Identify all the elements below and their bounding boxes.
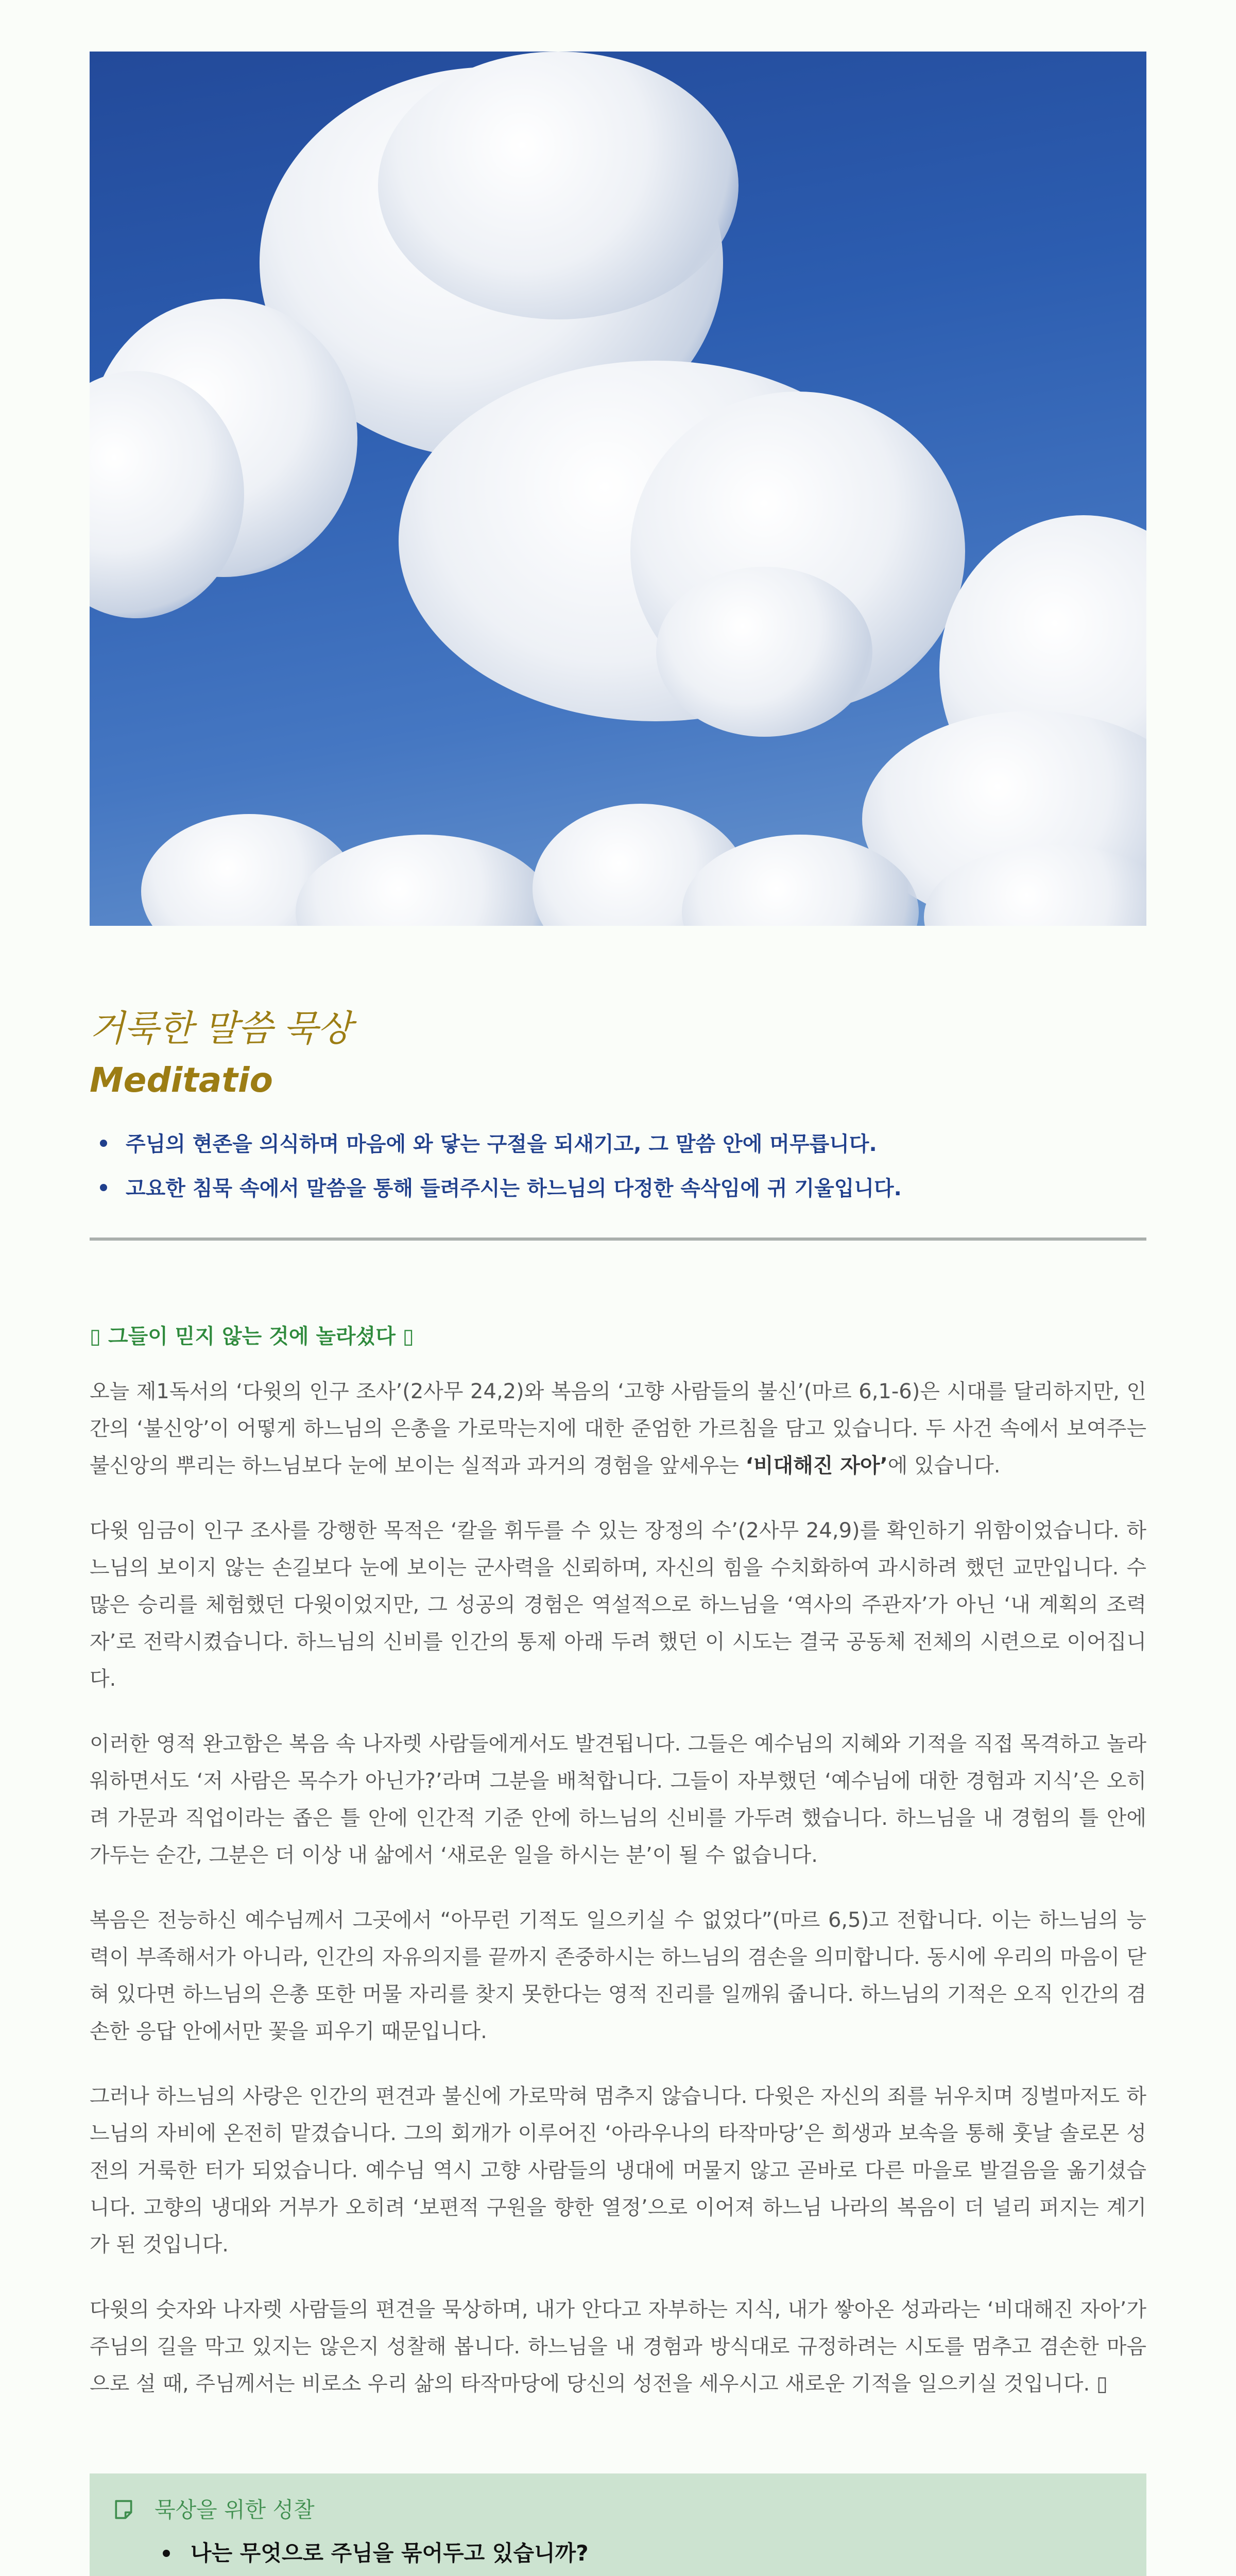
paragraph: 다윗 임금이 인구 조사를 강행한 목적은 ‘칼을 휘두를 수 있는 장정의 수’(2사무 24,9)를 확인하기 위함이었습니다. 하느님의 보이지 않는 손길보다 눈에 보이는 군사력을 신뢰하며, 자신의 힘을 수치화하여 과시하려 했던 교만입니다. 수많은 승리를 체험했던 다윗이었지만, 그 성공의 경험은 역설적으로 하느님을 ‘역사의 주관자’가 아닌 ‘내 계획의 조력자’로 전락시켰습니다. 하느님의 신비를 인간의 통제 아래 두려 했던 이 시도는 결국 공동체 전체의 시련으로 이어집니다. [90,1519,1146,1691]
article-body [90,1373,1146,2430]
guide-item: 주님의 현존을 의식하며 마음에 와 닿는 구절을 되새기고, 그 말씀 안에 머무릅니다. [126,1122,1145,1166]
paragraph: 오늘 제1독서의 ‘다윗의 인구 조사’(2사무 24,2)와 복음의 ‘고향 사람들의 불신’(마르 6,1-6)은 시대를 달리하지만, 인간의 ‘불신앙’이 어떻게 하느님의 은총을 가로막는지에 대한 준엄한 가르침을 담고 있습니다. 두 사건 속에서 보여주는 불신앙의 뿌리는 하느님보다 눈에 보이는 실적과 과거의 경험을 앞세우는 ‘비대해진 자아’에 있습니다. [90,1380,1146,1478]
guide-item: 고요한 침묵 속에서 말씀을 통해 들려주시는 하느님의 다정한 속삭임에 귀 기울입니다. [126,1166,1145,1211]
reflection-title: 묵상을 위한 성찰 [154,2497,315,2522]
reflection-item: 나는 무엇으로 주님을 묶어두고 있습니까? [191,2531,589,2575]
title-english: Meditatio [90,1060,273,1100]
reflection-box [90,2473,1146,2576]
section-heading: ▯ 그들이 믿지 않는 것에 놀라셨다 ▯ [90,1325,414,1348]
divider [90,1238,1146,1241]
guide-list [90,1122,1145,1211]
paragraph: 이러한 영적 완고함은 복음 속 나자렛 사람들에게서도 발견됩니다. 그들은 예수님의 지혜와 기적을 직접 목격하고 놀라워하면서도 ‘저 사람은 목수가 아닌가?’라며 그분을 배척합니다. 그들이 자부했던 ‘예수님에 대한 경험과 지식’은 오히려 가문과 직업이라는 좁은 틀 안에 인간적 기준 안에 하느님의 신비를 가두려 했습니다. 하느님을 내 경험의 틀 안에 가두는 순간, 그분은 더 이상 내 삶에서 ‘새로운 일을 하시는 분’이 될 수 없습니다. [90,1732,1146,1867]
note-icon [112,2498,135,2521]
paragraph: 복음은 전능하신 예수님께서 그곳에서 “아무런 기적도 일으키실 수 없었다”(마르 6,5)고 전합니다. 이는 하느님의 능력이 부족해서가 아니라, 인간의 자유의지를 끝까지 존중하시는 하느님의 겸손을 의미합니다. 동시에 우리의 마음이 닫혀 있다면 하느님의 은총 또한 머물 자리를 찾지 못한다는 영적 진리를 일깨워 줍니다. 하느님의 기적은 오직 인간의 겸손한 응답 안에서만 꽃을 피우기 때문입니다. [90,1908,1146,2043]
emphasis: ‘비대해진 자아’ [745,1454,888,1478]
paragraph: 다윗의 숫자와 나자렛 사람들의 편견을 묵상하며, 내가 안다고 자부하는 지식, 내가 쌓아온 성과라는 ‘비대해진 자아’가 주님의 길을 막고 있지는 않은지 성찰해 봅니다. 하느님을 내 경험과 방식대로 규정하려는 시도를 멈추고 겸손한 마음으로 설 때, 주님께서는 비로소 우리 삶의 타작마당에 당신의 성전을 세우시고 새로운 기적을 일으키실 것입니다. ▯ [90,2298,1146,2396]
reflection-list [191,2531,589,2576]
paragraph: 그러나 하느님의 사랑은 인간의 편견과 불신에 가로막혀 멈추지 않습니다. 다윗은 자신의 죄를 뉘우치며 징벌마저도 하느님의 자비에 온전히 맡겼습니다. 그의 회개가 이루어진 ‘아라우나의 타작마당’은 희생과 보속을 통해 훗날 솔로몬 성전의 거룩한 터가 되었습니다. 예수님 역시 고향 사람들의 냉대에 머물지 않고 곧바로 다른 마을로 발걸음을 옮기셨습니다. 고향의 냉대와 거부가 오히려 ‘보편적 구원을 향한 열정’으로 이어져 하느님 나라의 복음이 더 널리 퍼지는 계기가 된 것입니다. [90,2084,1146,2257]
title-korean: 거룩한 말씀 묵상 [90,1007,352,1049]
content [90,52,1146,2566]
sky-clouds-image [90,52,1146,926]
